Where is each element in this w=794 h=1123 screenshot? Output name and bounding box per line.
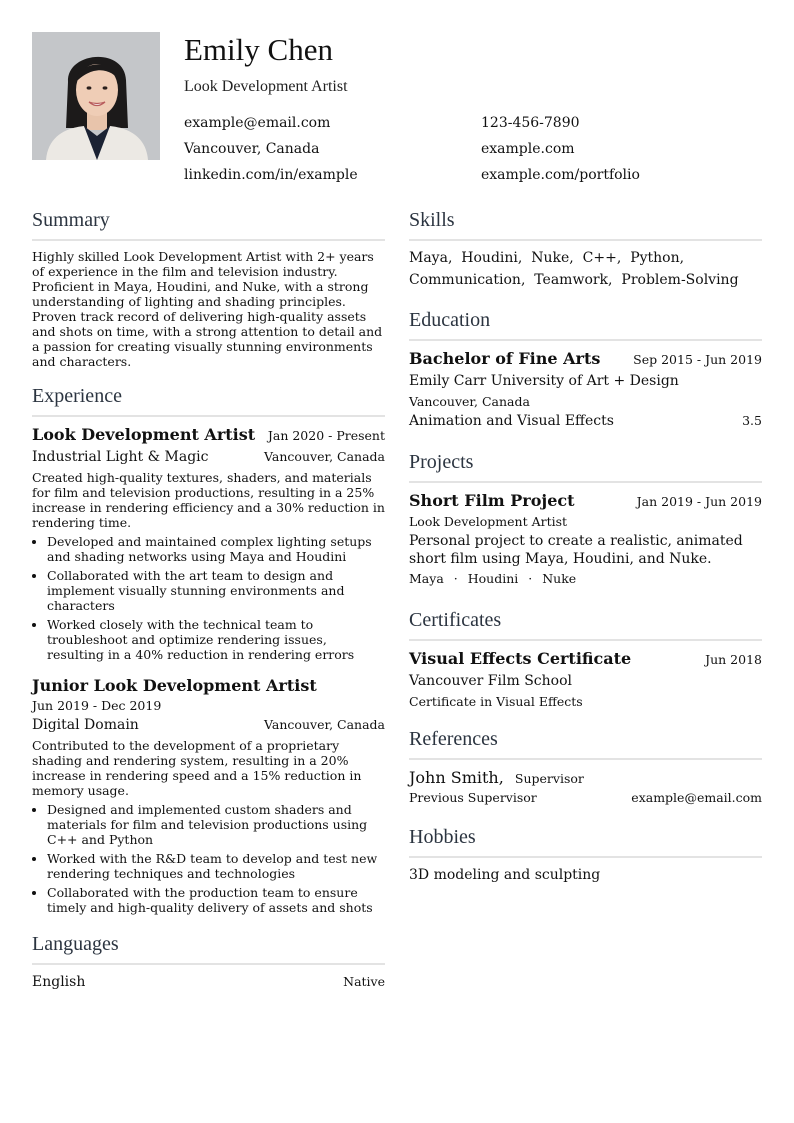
job-summary: Contributed to the development of a proprietary shading and rendering system, resulting in a 20% increase in rendering speed and a 15% reduction in memory usage. — [32, 738, 362, 798]
experience-section — [32, 383, 385, 915]
skills-list — [409, 247, 762, 291]
education-location: Vancouver, Canada — [409, 394, 530, 409]
skill-item: Nuke, — [531, 250, 574, 266]
summary-text: Highly skilled Look Development Artist with 2+ years of experience in the film and television industry. Proficient in Maya, Houdini, and Nuke, with a strong understanding of lighting and shading principles. Proven track record of delivering high-quality assets and shots on time, with a strong attention to detail and a passion for creating visually stunning environments and characters. — [32, 249, 383, 369]
email-link[interactable]: example@email.com — [184, 115, 331, 131]
language-fluency: Native — [343, 974, 385, 989]
education-heading: Education — [409, 307, 762, 341]
job-location: Vancouver, Canada — [264, 717, 385, 732]
skill-item: Houdini, — [461, 250, 523, 266]
linkedin-link[interactable]: linkedin.com/in/example — [184, 167, 358, 183]
skill-item: Communication, — [409, 272, 526, 288]
candidate-title: Look Development Artist — [184, 78, 348, 95]
references-heading: References — [409, 726, 762, 760]
portrait-image — [32, 32, 160, 160]
hobby-item: 3D modeling and sculpting — [409, 867, 601, 883]
job-location: Vancouver, Canada — [264, 449, 385, 464]
project-keyword: Maya — [409, 571, 444, 586]
languages-section — [32, 931, 385, 992]
project-keyword: Houdini — [467, 571, 519, 586]
job-entry — [32, 425, 385, 662]
reference-relation: Previous Supervisor — [409, 790, 537, 805]
education-area: Animation and Visual Effects — [409, 413, 614, 429]
keyword-separator: · — [453, 571, 458, 586]
language-name: English — [32, 974, 86, 990]
certificates-heading: Certificates — [409, 607, 762, 641]
job-position: Look Development Artist — [32, 425, 256, 444]
job-dates: Jan 2020 - Present — [267, 428, 385, 443]
job-highlight: • Developed and maintained complex lighting setups and shading networks using Maya and Houdini — [47, 534, 385, 564]
reference-contact[interactable]: example@email.com — [631, 790, 762, 805]
reference-role: Supervisor — [514, 771, 584, 786]
project-role: Look Development Artist — [409, 514, 568, 529]
projects-section — [409, 449, 762, 587]
candidate-name: Emily Chen — [184, 32, 333, 67]
certificate-date: Jun 2018 — [705, 652, 762, 667]
reference-name: John Smith, — [409, 768, 504, 787]
job-highlight: • Designed and implemented custom shaders and materials for film and television productions using C++ and Python — [47, 802, 385, 847]
skill-item: Python, — [630, 250, 685, 266]
project-name: Short Film Project — [409, 491, 575, 510]
skills-heading: Skills — [409, 207, 762, 241]
portfolio-link[interactable]: example.com/portfolio — [481, 167, 640, 183]
job-company: Digital Domain — [32, 717, 139, 733]
project-keyword: Nuke — [542, 571, 577, 586]
education-section — [409, 307, 762, 431]
languages-heading: Languages — [32, 931, 385, 965]
phone-number[interactable]: 123-456-7890 — [481, 115, 580, 131]
certificate-detail: Certificate in Visual Effects — [409, 694, 583, 709]
certificate-issuer: Vancouver Film School — [409, 673, 572, 689]
website-link[interactable]: example.com — [481, 141, 575, 157]
skill-item: C++, — [582, 250, 622, 266]
keyword-separator: · — [528, 571, 533, 586]
skill-item: Problem-Solving — [621, 272, 739, 288]
education-dates: Sep 2015 - Jun 2019 — [633, 352, 762, 367]
job-highlight: • Collaborated with the art team to design and implement visually stunning environments and characters — [47, 568, 385, 613]
profile-photo — [32, 32, 160, 160]
experience-heading: Experience — [32, 383, 385, 417]
certificate-name: Visual Effects Certificate — [409, 649, 632, 668]
location-text: Vancouver, Canada — [184, 141, 320, 157]
project-keywords — [409, 571, 762, 587]
summary-section — [32, 207, 385, 369]
project-dates: Jan 2019 - Jun 2019 — [636, 494, 762, 509]
projects-heading: Projects — [409, 449, 762, 483]
summary-heading: Summary — [32, 207, 385, 241]
education-degree: Bachelor of Fine Arts — [409, 349, 601, 368]
job-highlight: • Collaborated with the production team to ensure timely and high-quality delivery of assets and shots — [47, 885, 385, 915]
skill-item: Maya, — [409, 250, 453, 266]
references-section — [409, 726, 762, 806]
skills-section — [409, 207, 762, 291]
hobbies-section — [409, 824, 762, 885]
hobbies-heading: Hobbies — [409, 824, 762, 858]
job-highlights — [32, 802, 385, 915]
job-entry — [32, 676, 385, 915]
job-highlights — [32, 534, 385, 662]
job-highlight: • Worked with the R&D team to develop and test new rendering techniques and technologies — [47, 851, 385, 881]
job-dates: Jun 2019 - Dec 2019 — [32, 698, 162, 713]
project-description: Personal project to create a realistic, animated short film using Maya, Houdini, and Nuke. — [409, 533, 743, 567]
left-column — [32, 207, 385, 992]
education-score: 3.5 — [742, 413, 762, 428]
certificates-section — [409, 607, 762, 710]
job-highlight: • Worked closely with the technical team to troubleshoot and optimize rendering issues, resulting in a 40% reduction in rendering errors — [47, 617, 385, 662]
job-position: Junior Look Development Artist — [32, 676, 317, 695]
skill-item: Teamwork, — [534, 272, 613, 288]
right-column — [409, 207, 762, 885]
education-institution: Emily Carr University of Art + Design — [409, 373, 679, 389]
job-company: Industrial Light & Magic — [32, 449, 209, 465]
job-summary: Created high-quality textures, shaders, and materials for film and television productions, resulting in a 25% increase in rendering efficiency and a 30% reduction in rendering time. — [32, 470, 385, 530]
